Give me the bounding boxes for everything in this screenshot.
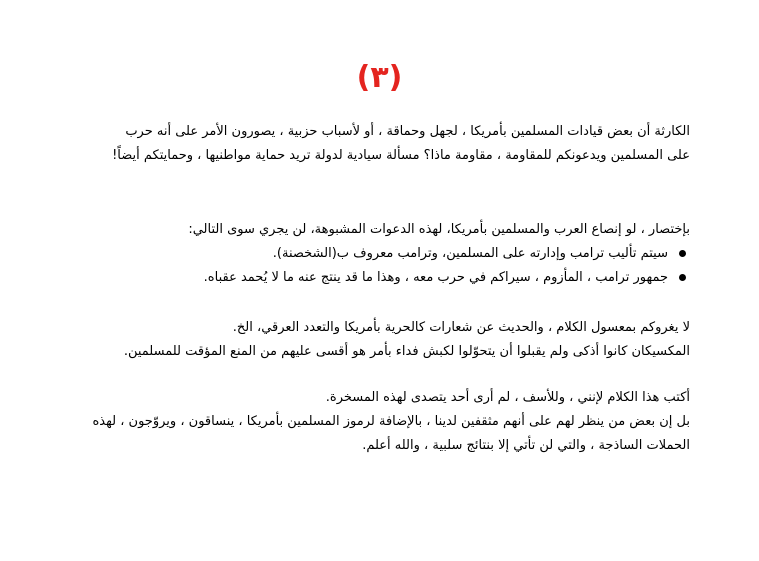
paragraph-line: أكتب هذا الكلام لإنني ، وللأسف ، لم أرى أحد يتصدى لهذه المسخرة. <box>325 390 690 405</box>
paragraph-catastrophe <box>70 120 690 168</box>
paragraph-summary <box>70 218 690 290</box>
bullet-dot-icon <box>679 250 686 257</box>
paragraph-line: بل إن بعض من ينظر لهم على أنهم مثقفين لدينا ، بالإضافة لرموز المسلمين بأمريكا ، ينساقون ، ويروّجون ، لهذه <box>92 414 690 429</box>
bullet-text: سيتم تأليب ترامب وإدارته على المسلمين، وترامب معروف ب(الشخصنة). <box>272 246 668 261</box>
bullet-dot-icon <box>679 274 686 281</box>
paragraph-conclusion <box>70 386 690 458</box>
paragraph-line: المكسيكان كانوا أذكى ولم يقبلوا أن يتحوّلوا لكبش فداء بأمر هو أقسى عليهم من المنع المؤقت للمسلمين. <box>123 344 690 359</box>
paragraph-warning <box>70 316 690 364</box>
bullet-item <box>70 266 690 290</box>
bullet-list <box>70 242 690 290</box>
paragraph-line: على المسلمين ويدعونكم للمقاومة ، مقاومة ماذا؟ مسألة سيادية لدولة تريد حماية مواطنيها ، وحمايتكم أيضاً! <box>112 148 690 163</box>
paragraph-line: لا يغروكم بمعسول الكلام ، والحديث عن شعارات كالحرية بأمريكا والتعدد العرقي، الخ. <box>232 320 690 335</box>
paragraph-line: الكارثة أن بعض قيادات المسلمين بأمريكا ، لجهل وحماقة ، أو لأسباب حزبية ، يصورون الأمر على أنه حرب <box>125 124 690 139</box>
bullet-text: جمهور ترامب ، المأزوم ، سيراكم في حرب معه ، وهذا ما قد ينتج عنه ما لا يُحمد عقباه. <box>203 270 668 285</box>
bullet-item <box>70 242 690 266</box>
paragraph-line: الحملات الساذجة ، والتي لن تأتي إلا بنتائج سلبية ، والله أعلم. <box>362 438 690 453</box>
slide-title: (٣) <box>356 60 403 95</box>
paragraph-intro: بإختصار ، لو إنصاع العرب والمسلمين بأمريكا، لهذه الدعوات المشبوهة، لن يجري سوى التالي: <box>188 222 690 237</box>
